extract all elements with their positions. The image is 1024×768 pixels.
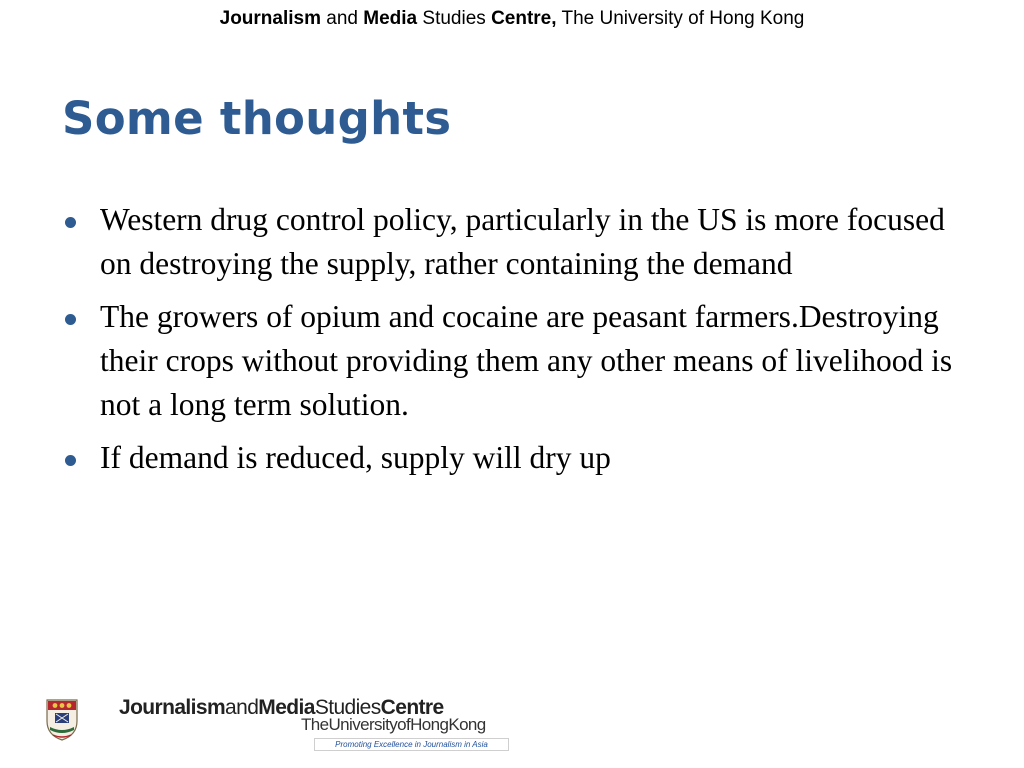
header-studies: Studies	[417, 8, 492, 29]
logo-word-media: Media	[258, 696, 315, 719]
bullet-dot-icon	[65, 217, 76, 228]
header-journalism: Journalism	[219, 8, 321, 29]
slide-title: Some thoughts	[62, 92, 452, 145]
bullet-item-3	[62, 436, 982, 480]
bullet-dot-icon	[65, 314, 76, 325]
logo-word-and: and	[225, 696, 259, 719]
logo-university-name: TheUniversityofHongKong	[301, 715, 486, 734]
bullet-item-1	[62, 198, 982, 286]
bullet-text-1: Western drug control policy, particularly in the US is more focused on destroying the supply, rather containing the demand	[100, 202, 945, 281]
bullet-list	[62, 198, 982, 489]
header-media: Media	[363, 8, 418, 29]
header-and: and	[321, 8, 364, 29]
logo-word-centre: Centre	[380, 696, 444, 719]
header-university: The University of Hong Kong	[556, 8, 805, 29]
logo-word-journalism: Journalism	[119, 696, 226, 719]
header-centre: Centre,	[491, 8, 557, 29]
header-line	[0, 8, 1024, 30]
footer-logo	[44, 697, 514, 757]
university-crest-icon	[44, 697, 80, 741]
bullet-text-2: The growers of opium and cocaine are peasant farmers.Destroying their crops without providing them any other means of livelihood is not a long term solution.	[100, 299, 953, 422]
logo-word-studies: Studies	[314, 696, 381, 719]
bullet-dot-icon	[65, 455, 76, 466]
bullet-item-2	[62, 295, 982, 427]
logo-tagline: Promoting Excellence in Journalism in Asia	[314, 738, 509, 751]
bullet-text-3: If demand is reduced, supply will dry up	[100, 440, 611, 475]
